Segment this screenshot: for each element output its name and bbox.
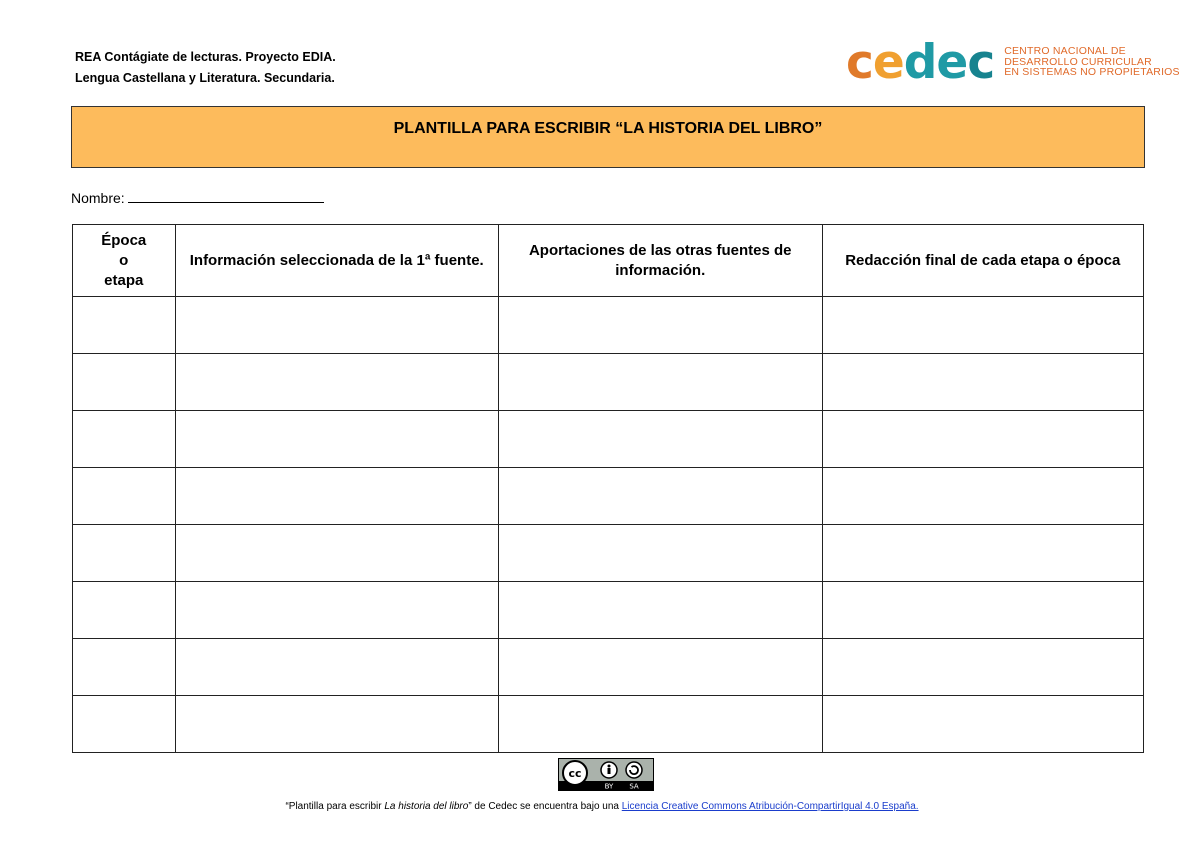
- table-cell[interactable]: [822, 354, 1143, 411]
- table-cell[interactable]: [73, 696, 176, 753]
- table-cell[interactable]: [822, 411, 1143, 468]
- table-cell[interactable]: [73, 582, 176, 639]
- logo-wordmark: cedec: [846, 35, 995, 90]
- table-cell[interactable]: [822, 639, 1143, 696]
- table-cell[interactable]: [175, 468, 498, 525]
- table-cell[interactable]: [498, 297, 822, 354]
- table-cell[interactable]: [498, 582, 822, 639]
- license-link[interactable]: Licencia Creative Commons Atribución-CompartirIgual 4.0 España.: [621, 801, 919, 812]
- table-row: [73, 639, 1144, 696]
- header-epoch: Época o etapa: [73, 225, 176, 297]
- page-title: PLANTILLA PARA ESCRIBIR “LA HISTORIA DEL LIBRO”: [393, 120, 823, 137]
- table-cell[interactable]: [498, 354, 822, 411]
- table-row: [73, 468, 1144, 525]
- document-header: [75, 47, 336, 89]
- table-cell[interactable]: [175, 354, 498, 411]
- table-cell[interactable]: [822, 582, 1143, 639]
- table-cell[interactable]: [73, 525, 176, 582]
- table-cell[interactable]: [822, 525, 1143, 582]
- svg-text:cc: cc: [568, 767, 582, 780]
- header-other-sources: Aportaciones de las otras fuentes de información.: [498, 225, 822, 297]
- table-cell[interactable]: [73, 297, 176, 354]
- table-cell[interactable]: [73, 354, 176, 411]
- table-cell[interactable]: [175, 696, 498, 753]
- table-row: [73, 696, 1144, 753]
- table-cell[interactable]: [498, 639, 822, 696]
- header-line-1: REA Contágiate de lecturas. Proyecto EDIA.: [75, 50, 336, 64]
- table-row: [73, 411, 1144, 468]
- table-cell[interactable]: [175, 582, 498, 639]
- svg-text:BY: BY: [604, 782, 614, 790]
- cc-license-icon: [559, 759, 653, 790]
- table-cell[interactable]: [175, 639, 498, 696]
- title-band: [71, 106, 1145, 168]
- table-header-row: [73, 225, 1144, 297]
- table-cell[interactable]: [822, 696, 1143, 753]
- table-cell[interactable]: [498, 696, 822, 753]
- table-cell[interactable]: [175, 297, 498, 354]
- header-line-2: Lengua Castellana y Literatura. Secundaria.: [75, 71, 335, 85]
- table-cell[interactable]: [73, 468, 176, 525]
- table-cell[interactable]: [822, 468, 1143, 525]
- name-label: Nombre:: [71, 190, 125, 206]
- license-footer: “Plantilla para escribir La historia del libro” de Cedec se encuentra bajo una Licencia Creative Commons Atribución-CompartirIgual 4.0 España.: [285, 801, 919, 812]
- history-table: [72, 224, 1144, 753]
- table-cell[interactable]: [498, 468, 822, 525]
- cedec-logo: [846, 35, 1180, 90]
- logo-tagline: CENTRO NACIONAL DE DESARROLLO CURRICULAR EN SISTEMAS NO PROPIETARIOS: [1004, 45, 1180, 78]
- table-row: [73, 525, 1144, 582]
- table-cell[interactable]: [73, 411, 176, 468]
- header-first-source: Información seleccionada de la 1ª fuente.: [175, 225, 498, 297]
- table-cell[interactable]: [498, 411, 822, 468]
- table-cell[interactable]: [175, 525, 498, 582]
- table-cell[interactable]: [73, 639, 176, 696]
- table-cell[interactable]: [175, 411, 498, 468]
- table-row: [73, 582, 1144, 639]
- table-cell[interactable]: [498, 525, 822, 582]
- table-body: [73, 297, 1144, 753]
- name-blank-line[interactable]: [128, 188, 324, 203]
- name-field: [71, 188, 324, 206]
- cc-by-sa-badge: [558, 758, 654, 791]
- table-row: [73, 354, 1144, 411]
- table-row: [73, 297, 1144, 354]
- table-cell[interactable]: [822, 297, 1143, 354]
- header-final-draft: Redacción final de cada etapa o época: [822, 225, 1143, 297]
- svg-text:SA: SA: [629, 782, 639, 790]
